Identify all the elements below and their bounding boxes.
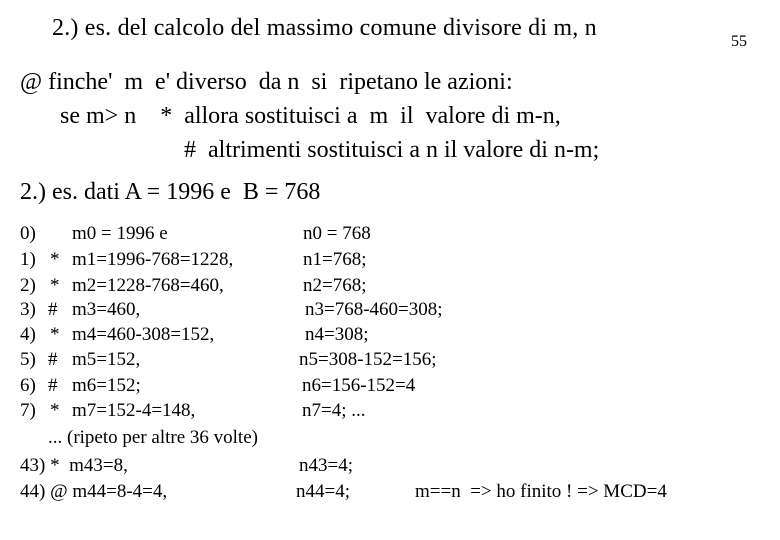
ellipsis-note: ... (ripeto per altre 36 volte) [48, 427, 258, 448]
step-n-value: n2=768; [303, 275, 367, 296]
step-n-value: n0 = 768 [303, 223, 371, 244]
step-n-value: n7=4; ... [302, 400, 366, 421]
slide-title: 2.) es. del calcolo del massimo comune divisore di m, n [52, 15, 597, 41]
step-m-value: m4=460-308=152, [72, 324, 215, 345]
page-number: 55 [731, 33, 747, 50]
example-heading: 2.) es. dati A = 1996 e B = 768 [20, 179, 321, 205]
conclusion-note: m==n => ho finito ! => MCD=4 [415, 481, 667, 502]
step-m-value: m7=152-4=148, [72, 400, 196, 421]
final-step-label: 44) @ m44=8-4=4, [20, 481, 168, 502]
algorithm-line-3: # altrimenti sostituisci a n il valore di n-m; [184, 137, 600, 163]
step-m-value: m1=1996-768=1228, [72, 249, 234, 270]
step-index: 5) [20, 349, 36, 370]
step-n-value: n6=156-152=4 [302, 375, 416, 396]
step-symbol: # [48, 375, 58, 396]
step-index: 0) [20, 223, 36, 244]
step-index: 6) [20, 375, 36, 396]
step-symbol: * [50, 275, 60, 296]
step-index: 2) [20, 275, 36, 296]
step-m-value: m0 = 1996 e [72, 223, 168, 244]
step-m-value: m5=152, [72, 349, 141, 370]
step-m-value: m2=1228-768=460, [72, 275, 224, 296]
step-n-value: n4=308; [305, 324, 369, 345]
final-step-label: 43) * m43=8, [20, 455, 128, 476]
step-index: 7) [20, 400, 36, 421]
final-step-n-value: n43=4; [299, 455, 353, 476]
step-symbol: # [48, 299, 58, 320]
step-m-value: m3=460, [72, 299, 141, 320]
final-step-n-value: n44=4; [296, 481, 350, 502]
algorithm-line-2: se m> n * allora sostituisci a m il valore di m-n, [60, 103, 561, 129]
step-symbol: * [50, 400, 60, 421]
step-index: 4) [20, 324, 36, 345]
step-n-value: n5=308-152=156; [299, 349, 437, 370]
step-symbol: * [50, 249, 60, 270]
step-symbol: * [50, 324, 60, 345]
step-n-value: n1=768; [303, 249, 367, 270]
step-n-value: n3=768-460=308; [305, 299, 443, 320]
algorithm-line-1: @ finche' m e' diverso da n si ripetano le azioni: [20, 69, 513, 95]
step-index: 1) [20, 249, 36, 270]
step-index: 3) [20, 299, 36, 320]
step-symbol: # [48, 349, 58, 370]
step-m-value: m6=152; [72, 375, 141, 396]
